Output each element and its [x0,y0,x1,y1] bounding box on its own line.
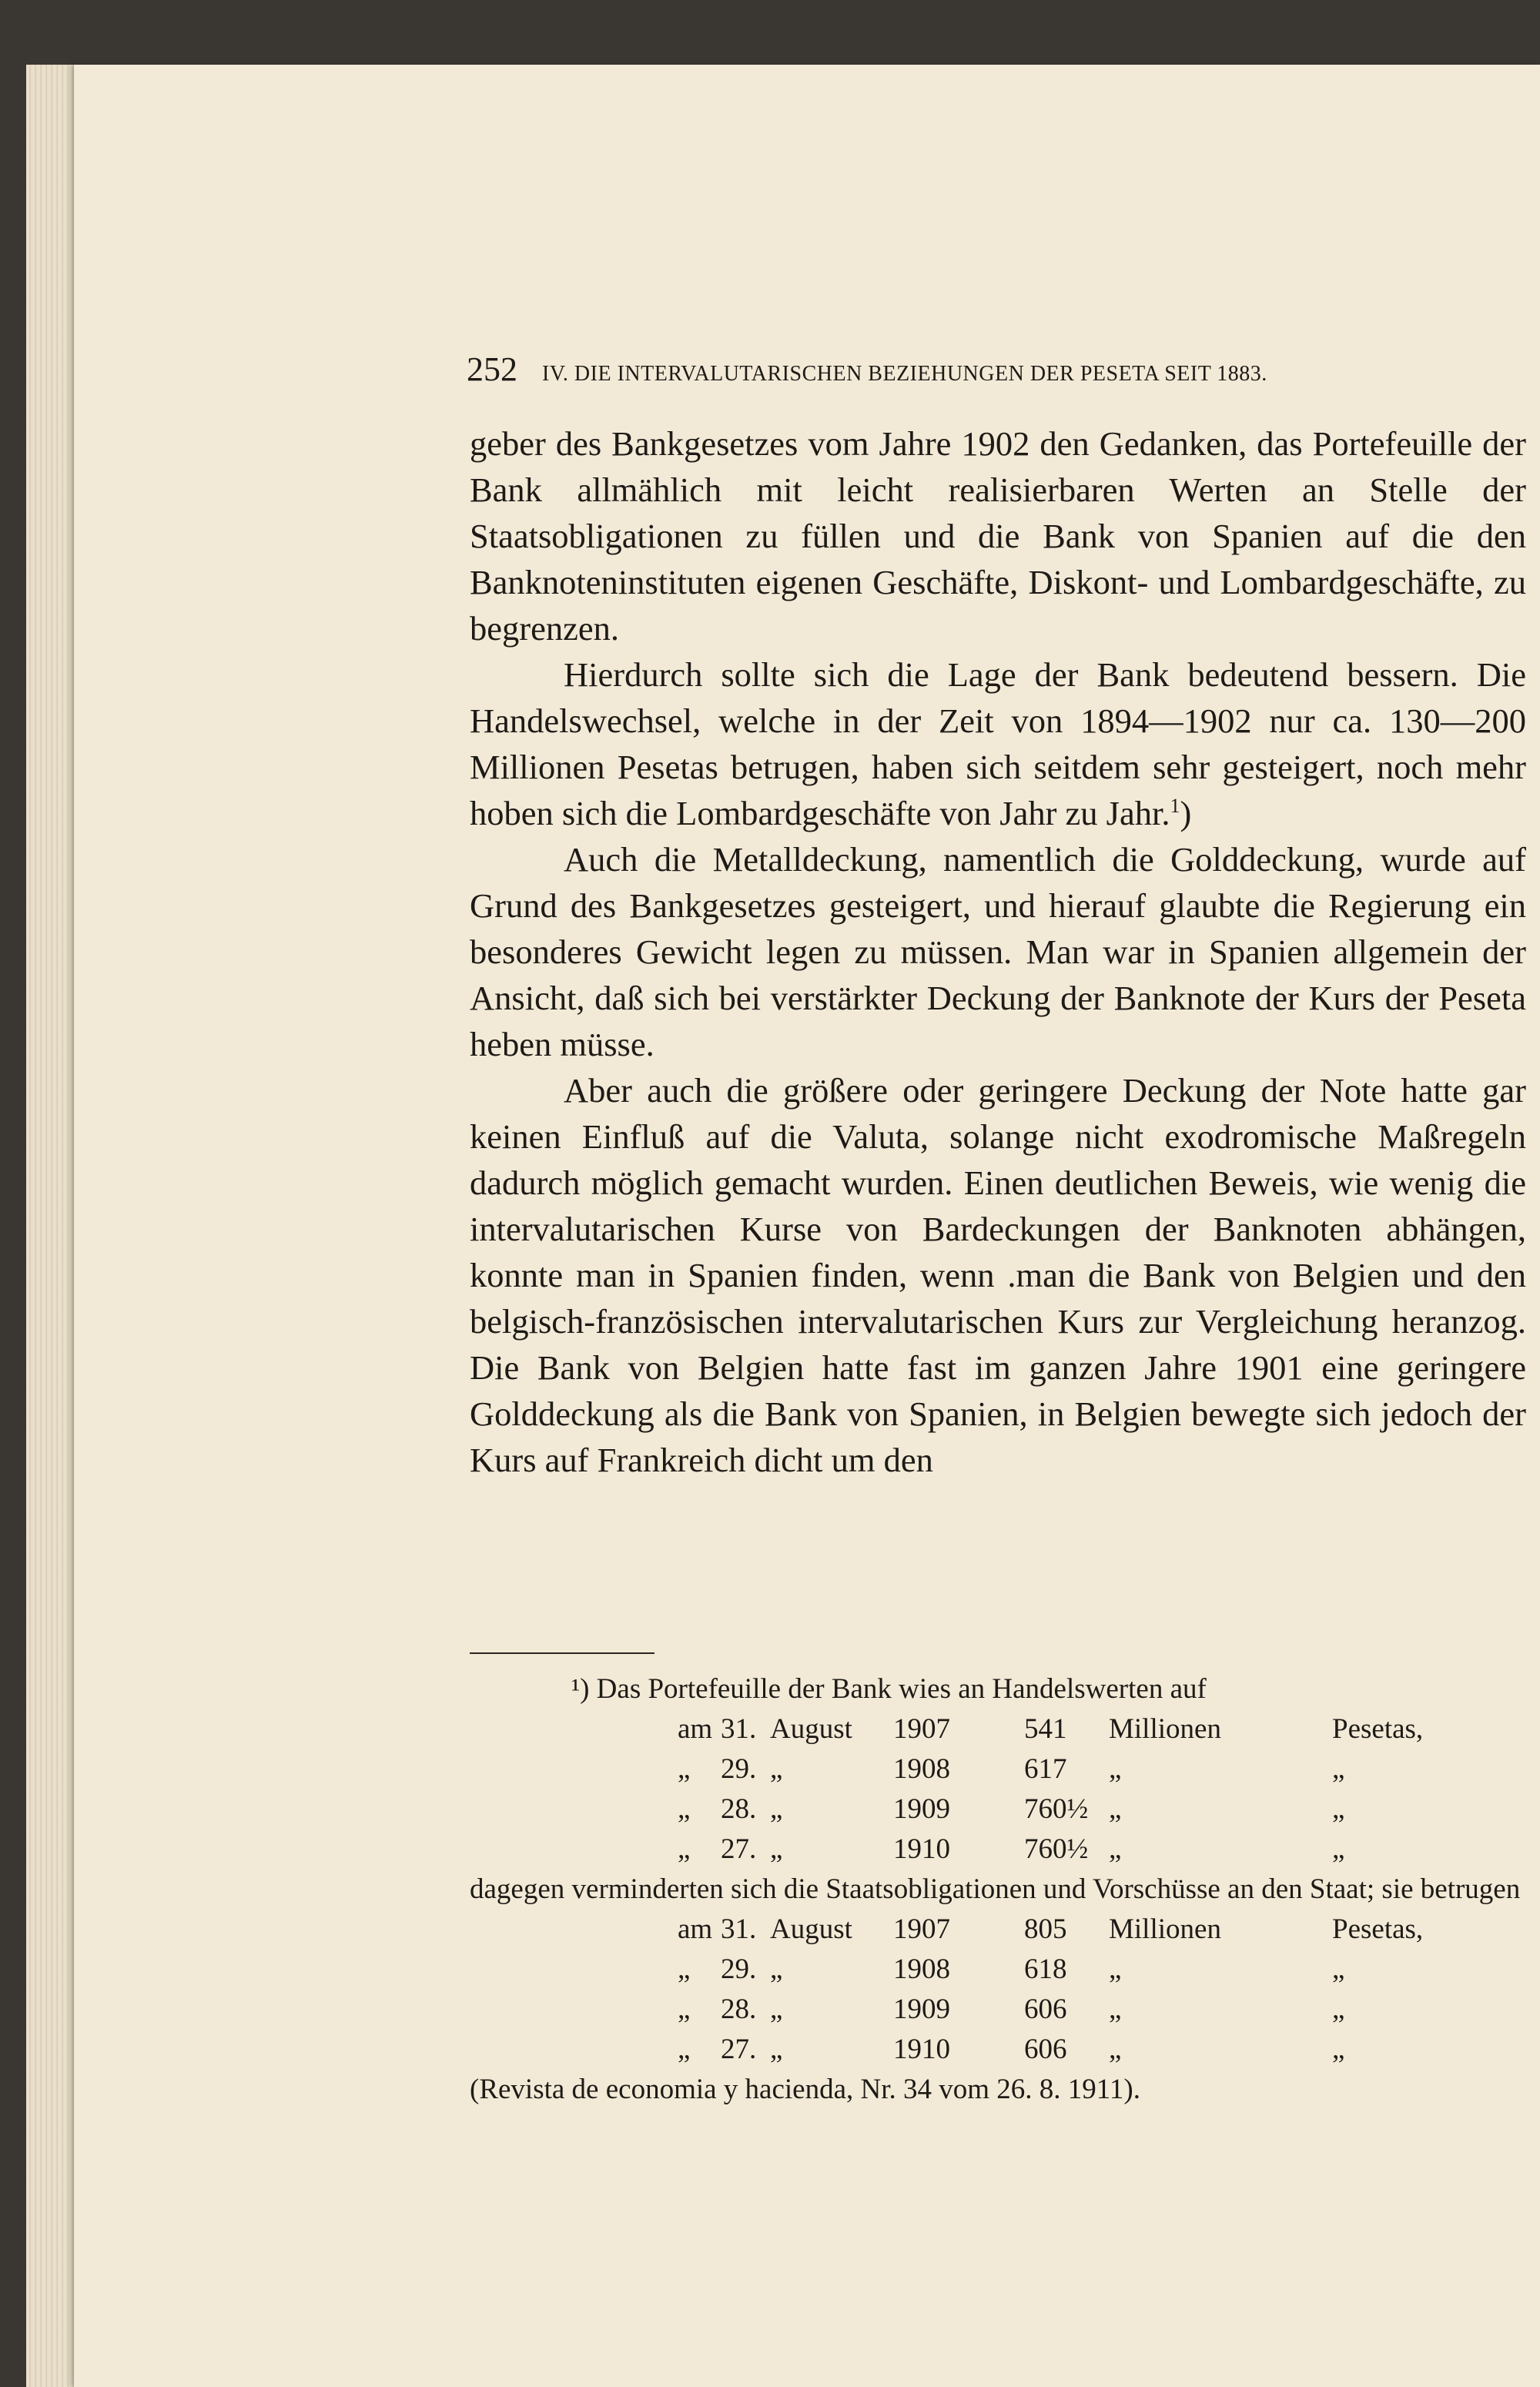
table-cell: 29. [721,1953,757,1985]
table-row [678,1709,1423,1749]
table-cell: Pesetas, [1332,1913,1424,1945]
table-cell: 1908 [893,1753,950,1785]
table-cell: 1909 [893,1793,950,1825]
table-row [678,1910,1423,1950]
footnote-reference: 1 [1170,795,1180,817]
table-cell: „ [770,1833,783,1865]
table-row [678,1950,1423,1990]
table-cell: August [770,1913,852,1945]
table-cell: 27. [721,1833,757,1865]
table-cell: 1910 [893,1833,950,1865]
running-head: IV. DIE INTERVALUTARISCHEN BEZIEHUNGEN DER PESETA SEIT 1883. [542,362,1267,386]
table-cell: „ [770,1793,783,1825]
table-cell: 31. [721,1913,757,1945]
table-cell: „ [770,2034,783,2065]
table-cell: 27. [721,2034,757,2065]
table-cell: 1910 [893,2034,950,2065]
table-cell: 606 [1024,2034,1067,2065]
footnote-table-2 [678,1910,1423,2070]
table-cell: am [678,1713,713,1745]
table-cell: 617 [1024,1753,1067,1785]
table-cell: „ [1332,1833,1345,1865]
table-cell: „ [678,1994,691,2025]
table-cell: „ [770,1994,783,2025]
table-cell: „ [1109,1994,1122,2025]
book-page [74,65,1540,2387]
table-row [678,1990,1423,2030]
table-cell: „ [1109,1753,1122,1785]
table-cell: 805 [1024,1913,1067,1945]
table-cell: „ [770,1953,783,1985]
table-cell: Pesetas, [1332,1713,1424,1745]
paragraph-2 [470,651,1526,836]
table-cell: „ [1332,1994,1345,2025]
paragraph-1: geber des Bankgesetzes vom Jahre 1902 den Gedanken, das Portefeuille der Bank allmählich mit leicht realisierbaren Werten an Stelle der Staatsobligationen zu füllen und die Bank von Spanien auf die den Banknoteninstituten eigenen Geschäfte, Diskont- und Lombardgeschäfte, zu begrenzen. [470,424,1526,648]
table-row [678,1789,1423,1830]
table-cell: „ [1109,1953,1122,1985]
table-cell: 760½ [1024,1793,1089,1825]
page-header [467,350,1537,389]
table-cell: „ [1109,1833,1122,1865]
table-cell: „ [1332,1793,1345,1825]
table-cell: „ [1332,1753,1345,1785]
table-cell: 29. [721,1753,757,1785]
table-cell: „ [678,1833,691,1865]
footnote-reference-paren: ) [1180,794,1192,832]
table-row [678,1830,1423,1870]
table-cell: 606 [1024,1994,1067,2025]
table-cell: Millionen [1109,1913,1221,1945]
paragraph-2-text: Hierdurch sollte sich die Lage der Bank bedeutend bessern. Die Handelswechsel, welche in der Zeit von 1894—1902 nur ca. 130—200 Millionen Pesetas betrugen, haben sich seitdem sehr gesteigert, noch mehr hoben sich die Lombardgeschäfte von Jahr zu Jahr. [470,655,1526,832]
table-cell: „ [678,2034,691,2065]
footnote [470,1669,1526,2110]
body-text [470,420,1526,1483]
footnote-marker: ¹) [571,1673,590,1705]
paragraph-4: Aber auch die größere oder geringere Deckung der Note hatte gar keinen Einfluß auf die Valuta, solange nicht exodromische Maßregeln dadurch möglich gemacht wurden. Einen deutlichen Beweis, wie wenig die intervalutarischen Kurse von Bardeckungen der Banknoten abhängen, konnte man in Spanien finden, wenn .man die Bank von Belgien und den belgisch-französischen intervalutarischen Kurs zur Vergleichung heranzog. Die Bank von Belgien hatte fast im ganzen Jahre 1901 eine geringere Golddeckung als die Bank von Spanien, in Belgien bewegte sich jedoch der Kurs auf Frankreich dicht um den [470,1071,1526,1479]
table-cell: „ [1332,1953,1345,1985]
table-cell: 1907 [893,1913,950,1945]
table-cell: „ [678,1753,691,1785]
footnote-divider [470,1652,654,1654]
table-cell: „ [678,1953,691,1985]
page-number: 252 [467,350,517,388]
table-cell: Millionen [1109,1713,1221,1745]
table-cell: am [678,1913,713,1945]
table-cell: 541 [1024,1713,1067,1745]
table-cell: „ [1332,2034,1345,2065]
table-cell: 28. [721,1994,757,2025]
table-cell: „ [1109,1793,1122,1825]
table-cell: 28. [721,1793,757,1825]
footnote-table-1 [678,1709,1423,1870]
table-cell: „ [770,1753,783,1785]
footnote-middle-text: dagegen verminderten sich die Staatsobligationen und Vorschüsse an den Staat; sie betrugen [470,1873,1521,1905]
footnote-source: (Revista de economia y hacienda, Nr. 34 vom 26. 8. 1911). [470,2074,1140,2105]
table-cell: August [770,1713,852,1745]
footnote-intro-text: Das Portefeuille der Bank wies an Handelswerten auf [596,1673,1207,1705]
table-cell: 31. [721,1713,757,1745]
paragraph-3: Auch die Metalldeckung, namentlich die Golddeckung, wurde auf Grund des Bankgesetzes gesteigert, und hierauf glaubte die Regierung ein besonderes Gewicht legen zu müssen. Man war in Spanien allgemein der Ansicht, daß sich bei verstärkter Deckung der Banknote der Kurs der Peseta heben müsse. [470,840,1526,1063]
table-row [678,1749,1423,1789]
table-cell: 618 [1024,1953,1067,1985]
table-row [678,2030,1423,2070]
table-cell: 1909 [893,1994,950,2025]
table-cell: „ [1109,2034,1122,2065]
table-cell: 1907 [893,1713,950,1745]
footnote-intro [470,1669,1526,1709]
table-cell: 1908 [893,1953,950,1985]
table-cell: „ [678,1793,691,1825]
table-cell: 760½ [1024,1833,1089,1865]
